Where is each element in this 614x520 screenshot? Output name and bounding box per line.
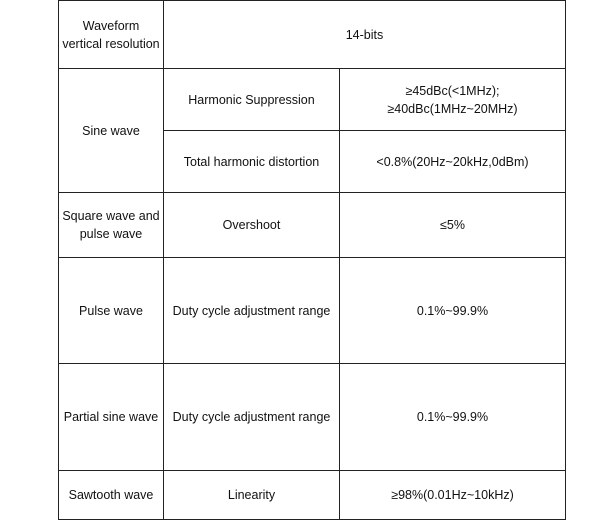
table-row bbox=[59, 69, 566, 131]
table-row bbox=[59, 364, 566, 471]
spec-table bbox=[58, 0, 566, 520]
table-row bbox=[59, 1, 566, 69]
value-cell: <0.8%(20Hz~20kHz,0dBm) bbox=[340, 131, 566, 193]
row-label: Sawtooth wave bbox=[59, 471, 164, 520]
table-row bbox=[59, 258, 566, 364]
value-line: ≥45dBc(<1MHz); bbox=[405, 83, 500, 98]
row-value: 14-bits bbox=[164, 1, 566, 69]
param-cell: Duty cycle adjustment range bbox=[164, 258, 340, 364]
row-label: Pulse wave bbox=[59, 258, 164, 364]
param-cell: Total harmonic distortion bbox=[164, 131, 340, 193]
value-cell: ≤5% bbox=[340, 193, 566, 258]
value-line: ≥40dBc(1MHz~20MHz) bbox=[387, 101, 518, 116]
param-cell: Duty cycle adjustment range bbox=[164, 364, 340, 471]
row-label: Sine wave bbox=[59, 69, 164, 193]
row-label: Waveform vertical resolution bbox=[59, 1, 164, 69]
value-cell bbox=[340, 69, 566, 131]
value-cell: ≥98%(0.01Hz~10kHz) bbox=[340, 471, 566, 520]
param-cell: Linearity bbox=[164, 471, 340, 520]
param-cell: Harmonic Suppression bbox=[164, 69, 340, 131]
table-row bbox=[59, 193, 566, 258]
param-cell: Overshoot bbox=[164, 193, 340, 258]
table-row bbox=[59, 471, 566, 520]
value-cell: 0.1%~99.9% bbox=[340, 258, 566, 364]
row-label: Square wave and pulse wave bbox=[59, 193, 164, 258]
row-label: Partial sine wave bbox=[59, 364, 164, 471]
value-cell: 0.1%~99.9% bbox=[340, 364, 566, 471]
